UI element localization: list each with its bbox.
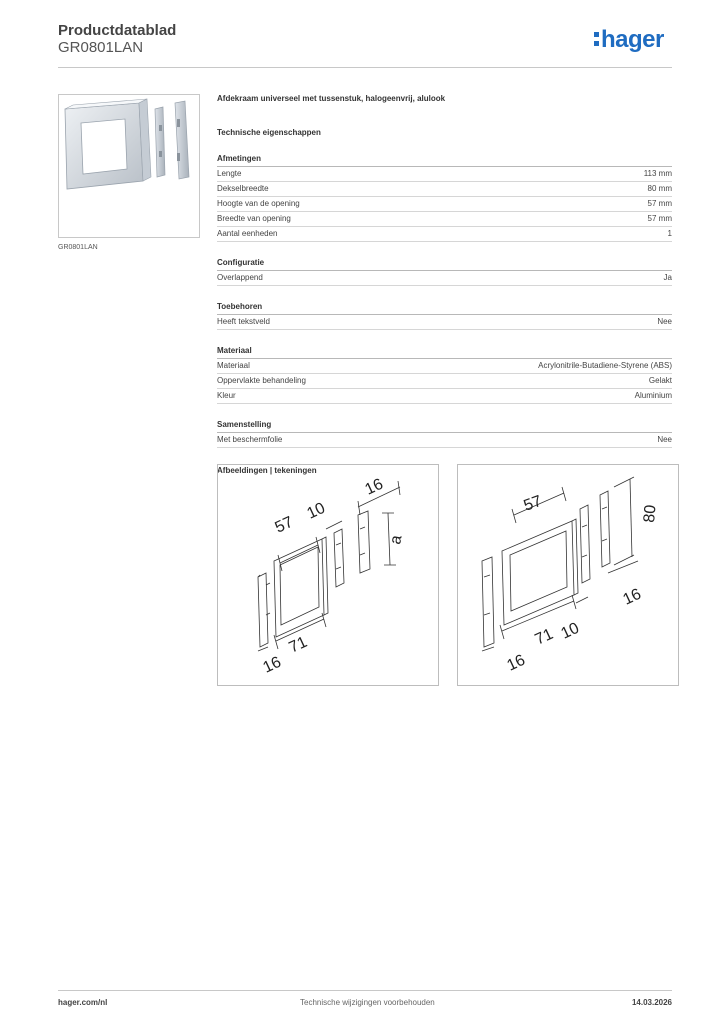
spec-label: Overlappend xyxy=(217,273,263,282)
spec-label: Met beschermfolie xyxy=(217,435,283,444)
spec-row xyxy=(217,433,672,448)
spec-value: Aluminium xyxy=(634,391,672,400)
spec-value: Gelakt xyxy=(648,376,672,385)
spec-value: Ja xyxy=(663,273,672,282)
product-code: GR0801LAN xyxy=(58,39,144,56)
drawing-2-icon xyxy=(458,465,678,685)
dim-71-label: 71 xyxy=(532,625,556,649)
image-caption: GR0801LAN xyxy=(58,244,98,251)
product-description: Afdekraam universeel met tussenstuk, halogeenvrij, alulook xyxy=(217,94,446,103)
spec-row xyxy=(217,271,672,286)
spec-row xyxy=(217,167,672,182)
technical-drawing-2 xyxy=(457,464,679,686)
dim-a-label: a xyxy=(387,533,406,546)
dim-71-label: 71 xyxy=(286,633,310,657)
dim-16-top-label: 16 xyxy=(362,475,386,499)
footer-date: 14.03.2026 xyxy=(631,998,672,1007)
spec-row xyxy=(217,389,672,404)
group-title-configuratie: Configuratie xyxy=(217,258,672,271)
spec-value: Nee xyxy=(657,435,672,444)
dim-57-label: 57 xyxy=(521,492,545,515)
group-title-samenstelling: Samenstelling xyxy=(217,420,672,433)
dim-16-bottom-label: 16 xyxy=(504,651,528,675)
dim-10-label: 10 xyxy=(304,499,328,523)
spec-label: Aantal eenheden xyxy=(217,229,278,238)
spec-value: 57 mm xyxy=(647,214,672,223)
spec-row xyxy=(217,374,672,389)
logo-text: hager xyxy=(601,26,664,53)
dim-16-right-label: 16 xyxy=(620,585,644,609)
spec-label: Oppervlakte behandeling xyxy=(217,376,306,385)
spec-value: 80 mm xyxy=(647,184,672,193)
dim-80-label: 80 xyxy=(641,504,660,524)
spec-row xyxy=(217,212,672,227)
group-title-toebehoren: Toebehoren xyxy=(217,302,672,315)
spec-row xyxy=(217,182,672,197)
dim-16-bottom-label: 16 xyxy=(260,653,284,677)
technical-drawing-1 xyxy=(217,464,439,686)
dim-57-label: 57 xyxy=(272,513,296,537)
spec-row xyxy=(217,359,672,374)
spec-label: Heeft tekstveld xyxy=(217,317,270,326)
footer-divider xyxy=(58,990,672,991)
hager-logo xyxy=(594,28,664,52)
footer-website-link[interactable]: hager.com/nl xyxy=(58,998,108,1007)
spec-value: 113 mm xyxy=(643,169,672,178)
group-title-afmetingen: Afmetingen xyxy=(217,154,672,167)
spec-content xyxy=(217,94,672,475)
spec-label: Dekselbreedte xyxy=(217,184,269,193)
spec-value: 57 mm xyxy=(647,199,672,208)
spec-value: Nee xyxy=(657,317,672,326)
header-divider xyxy=(58,67,672,68)
spec-label: Materiaal xyxy=(217,361,250,370)
spec-row xyxy=(217,227,672,242)
figures-title: Afbeeldingen | tekeningen xyxy=(217,466,317,475)
product-image xyxy=(58,94,200,238)
page-title: Productdatablad xyxy=(58,22,177,39)
dim-10-label: 10 xyxy=(558,619,582,643)
spec-row xyxy=(217,197,672,212)
spec-label: Breedte van opening xyxy=(217,214,291,223)
spec-value: 1 xyxy=(667,229,672,238)
logo-dots-icon xyxy=(594,28,599,46)
footer-notice: Technische wijzigingen voorbehouden xyxy=(300,998,435,1007)
spec-value: Acrylonitrile-Butadiene-Styrene (ABS) xyxy=(538,361,672,370)
group-title-materiaal: Materiaal xyxy=(217,346,672,359)
tech-section-title: Technische eigenschappen xyxy=(217,128,321,137)
spec-label: Lengte xyxy=(217,169,242,178)
drawing-1-icon xyxy=(218,465,438,685)
spec-row xyxy=(217,315,672,330)
product-photo-icon xyxy=(59,95,199,237)
spec-label: Kleur xyxy=(217,391,236,400)
spec-label: Hoogte van de opening xyxy=(217,199,300,208)
